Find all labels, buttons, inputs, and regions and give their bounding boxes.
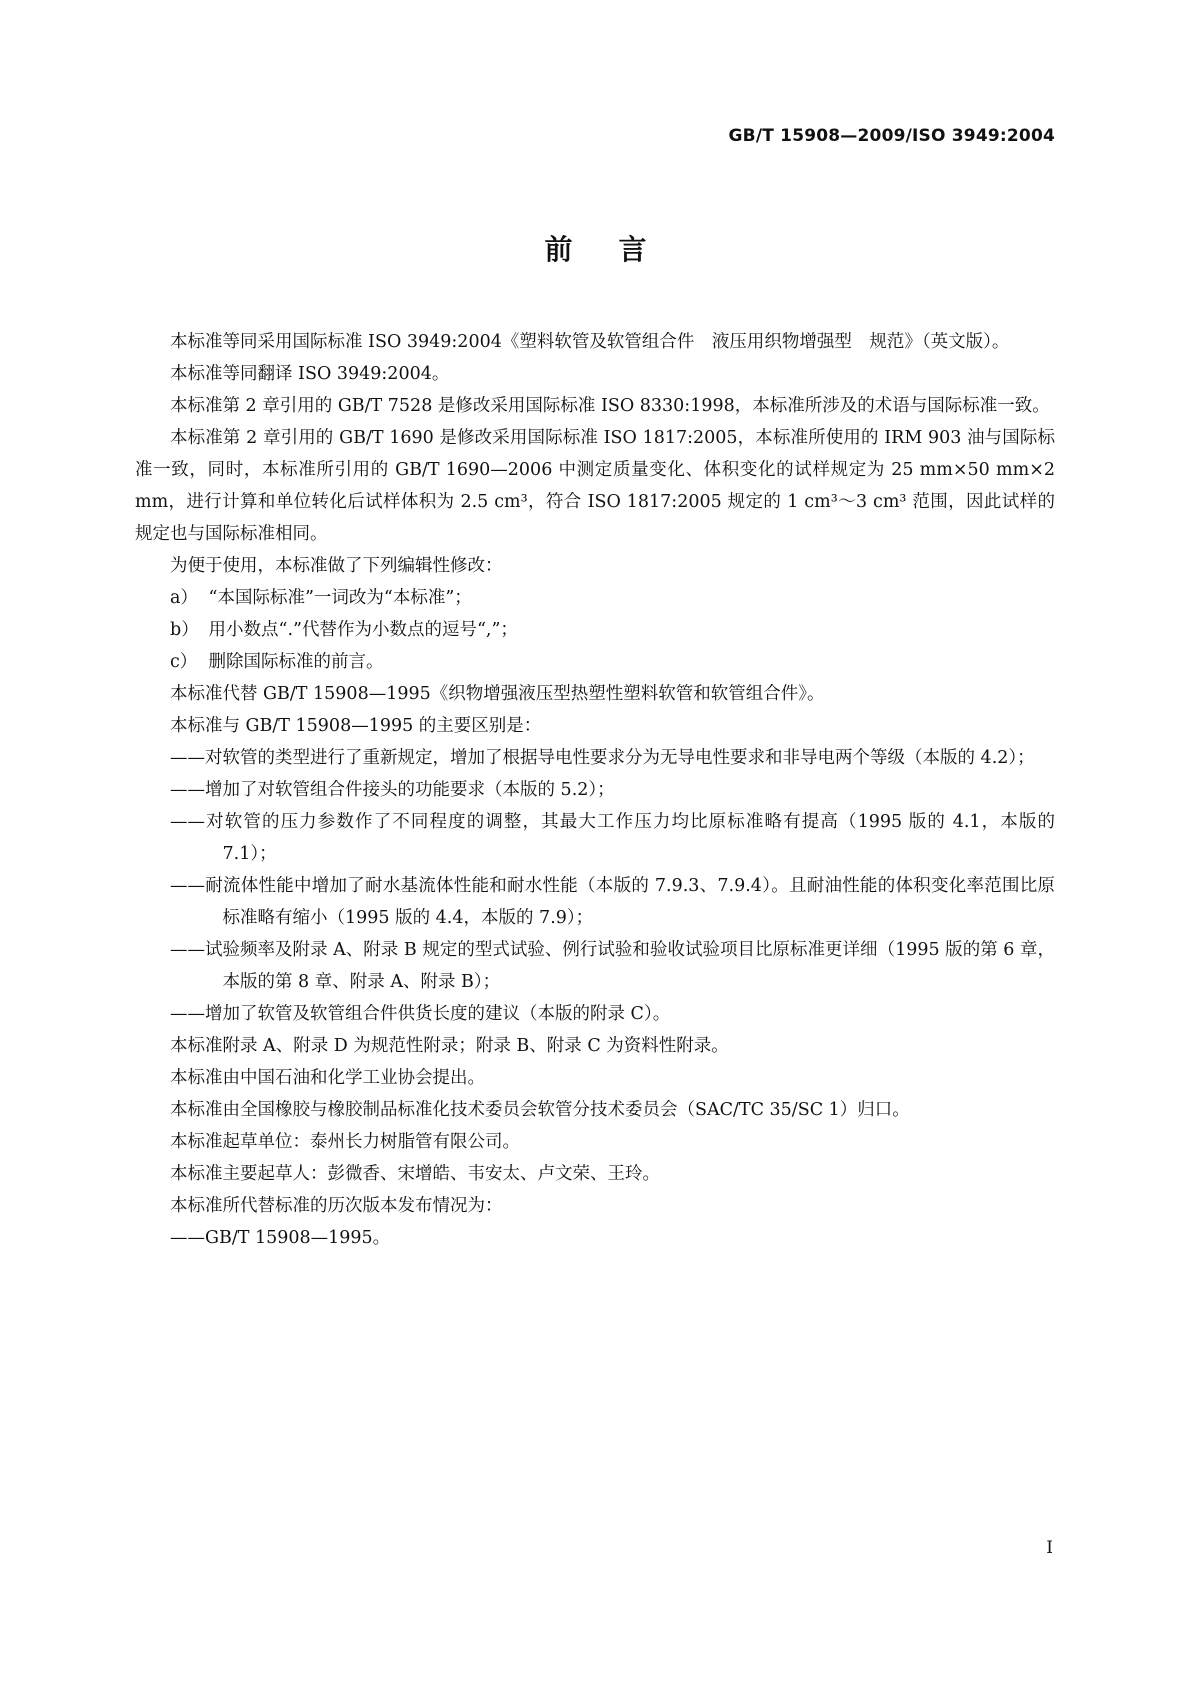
list-marker: b） <box>170 620 199 640</box>
difference-item: ——增加了对软管组合件接头的功能要求（本版的 5.2）； <box>170 780 615 800</box>
edit-list-item <box>135 582 1055 614</box>
paragraph: 本标准主要起草人：彭微香、宋增皓、韦安太、卢文荣、王玲。 <box>170 1164 660 1184</box>
page-title: 前言 <box>544 233 693 266</box>
edit-list-item <box>135 646 1055 678</box>
edit-list-item <box>135 614 1055 646</box>
paragraph: 本标准第 2 章引用的 GB/T 7528 是修改采用国际标准 ISO 8330:1998，本标准所涉及的术语与国际标准一致。 <box>170 396 1050 416</box>
list-item-text: 用小数点“.”代替作为小数点的逗号“,”； <box>208 620 518 640</box>
paragraph: 本标准由全国橡胶与橡胶制品标准化技术委员会软管分技术委员会（SAC/TC 35/SC 1）归口。 <box>170 1100 910 1120</box>
list-item-text: 删除国际标准的前言。 <box>208 652 384 672</box>
difference-item: ——增加了软管及软管组合件供货长度的建议（本版的附录 C）。 <box>170 1004 671 1024</box>
difference-item: ——试验频率及附录 A、附录 B 规定的型式试验、例行试验和验收试验项目比原标准更详细（1995 版的第 6 章，本版的第 8 章、附录 A、附录 B）； <box>170 940 1055 992</box>
paragraph: 本标准附录 A、附录 D 为规范性附录；附录 B、附录 C 为资料性附录。 <box>170 1036 729 1056</box>
paragraph: 本标准第 2 章引用的 GB/T 1690 是修改采用国际标准 ISO 1817:2005，本标准所使用的 IRM 903 油与国际标准一致，同时，本标准所引用的 GB/T 1690—2006 中测定质量变化、体积变化的试样规定为 25 mm×50 mm×2 mm，进行计算和单位转化后试样体积为 2.5 cm³，符合 ISO 1817:2005 规定的 1 cm³～3 cm³ 范围，因此试样的规定也与国际标准相同。 <box>135 428 1055 544</box>
difference-item: ——对软管的压力参数作了不同程度的调整，其最大工作压力均比原标准略有提高（1995 版的 4.1，本版的 7.1）； <box>170 812 1055 864</box>
difference-item: ——对软管的类型进行了重新规定，增加了根据导电性要求分为无导电性要求和非导电两个等级（本版的 4.2）； <box>170 748 1035 768</box>
paragraph: 为便于使用，本标准做了下列编辑性修改： <box>170 556 503 576</box>
page-number: I <box>1046 1538 1053 1558</box>
paragraph: 本标准与 GB/T 15908—1995 的主要区别是： <box>170 716 542 736</box>
paragraph: 本标准起草单位：泰州长力树脂管有限公司。 <box>170 1132 520 1152</box>
standard-code: GB/T 15908—2009/ISO 3949:2004 <box>728 126 1055 146</box>
paragraph: 本标准代替 GB/T 15908—1995《织物增强液压型热塑性塑料软管和软管组合件》。 <box>170 684 825 704</box>
history-item: ——GB/T 15908—1995。 <box>170 1228 391 1248</box>
list-marker: c） <box>170 652 198 672</box>
document-body <box>135 326 1055 1254</box>
list-item-text: “本国际标准”一词改为“本标准”； <box>208 588 472 608</box>
list-marker: a） <box>170 588 198 608</box>
paragraph: 本标准由中国石油和化学工业协会提出。 <box>170 1068 485 1088</box>
paragraph: 本标准等同翻译 ISO 3949:2004。 <box>170 364 450 384</box>
paragraph: 本标准等同采用国际标准 ISO 3949:2004《塑料软管及软管组合件 液压用织物增强型 规范》（英文版）。 <box>170 332 1010 352</box>
paragraph: 本标准所代替标准的历次版本发布情况为： <box>170 1196 503 1216</box>
difference-item: ——耐流体性能中增加了耐水基流体性能和耐水性能（本版的 7.9.3、7.9.4）。且耐油性能的体积变化率范围比原标准略有缩小（1995 版的 4.4，本版的 7.9）； <box>170 876 1055 928</box>
